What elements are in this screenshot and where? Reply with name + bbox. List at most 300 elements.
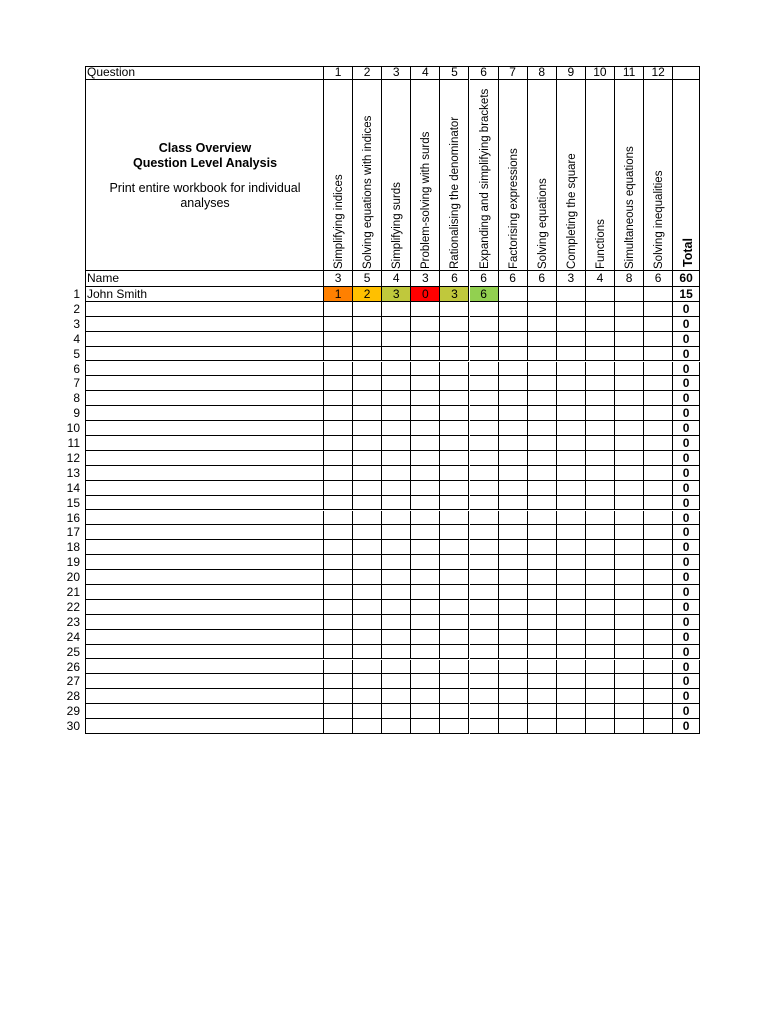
score-cell[interactable] xyxy=(499,347,528,362)
score-cell[interactable] xyxy=(440,555,469,570)
max-mark-10[interactable]: 4 xyxy=(586,271,615,287)
score-cell[interactable] xyxy=(470,615,499,630)
score-cell[interactable] xyxy=(440,600,469,615)
score-cell[interactable] xyxy=(644,660,673,675)
score-cell[interactable] xyxy=(324,511,353,526)
score-cell[interactable] xyxy=(440,451,469,466)
student-name-cell[interactable] xyxy=(85,540,324,555)
score-cell[interactable] xyxy=(382,481,411,496)
score-cell[interactable] xyxy=(499,615,528,630)
max-mark-3[interactable]: 4 xyxy=(382,271,411,287)
score-cell[interactable] xyxy=(557,630,586,645)
score-cell[interactable] xyxy=(615,496,644,511)
score-cell[interactable] xyxy=(499,421,528,436)
score-cell[interactable] xyxy=(382,496,411,511)
student-name-cell[interactable] xyxy=(85,406,324,421)
max-mark-2[interactable]: 5 xyxy=(353,271,382,287)
score-cell[interactable] xyxy=(411,570,440,585)
score-cell[interactable] xyxy=(353,347,382,362)
score-cell[interactable] xyxy=(440,660,469,675)
score-cell[interactable] xyxy=(557,347,586,362)
student-name-cell[interactable] xyxy=(85,600,324,615)
score-cell[interactable] xyxy=(440,585,469,600)
score-cell[interactable] xyxy=(499,555,528,570)
score-cell[interactable] xyxy=(615,600,644,615)
score-cell[interactable] xyxy=(644,540,673,555)
score-cell[interactable] xyxy=(499,376,528,391)
score-cell[interactable] xyxy=(644,332,673,347)
score-cell[interactable] xyxy=(353,451,382,466)
score-cell[interactable] xyxy=(324,406,353,421)
score-cell[interactable] xyxy=(644,451,673,466)
score-cell[interactable] xyxy=(353,511,382,526)
score-cell[interactable] xyxy=(470,645,499,660)
score-cell[interactable] xyxy=(528,674,557,689)
score-cell[interactable] xyxy=(382,347,411,362)
question-number-3[interactable]: 3 xyxy=(382,66,411,80)
score-cell[interactable] xyxy=(557,689,586,704)
score-cell[interactable] xyxy=(440,421,469,436)
score-cell[interactable] xyxy=(382,317,411,332)
score-cell[interactable] xyxy=(324,525,353,540)
score-cell[interactable] xyxy=(470,719,499,734)
score-cell[interactable] xyxy=(353,555,382,570)
question-number-4[interactable]: 4 xyxy=(411,66,440,80)
score-cell[interactable] xyxy=(411,376,440,391)
score-cell[interactable] xyxy=(557,332,586,347)
score-cell[interactable] xyxy=(499,525,528,540)
score-cell[interactable] xyxy=(382,645,411,660)
score-cell[interactable] xyxy=(586,525,615,540)
score-cell[interactable] xyxy=(470,347,499,362)
score-cell[interactable] xyxy=(528,317,557,332)
score-cell[interactable] xyxy=(586,704,615,719)
score-cell[interactable] xyxy=(440,615,469,630)
student-total-cell[interactable]: 0 xyxy=(673,585,700,600)
score-cell[interactable] xyxy=(528,600,557,615)
score-cell[interactable] xyxy=(499,332,528,347)
student-name-cell[interactable]: John Smith xyxy=(85,287,324,302)
student-total-cell[interactable]: 0 xyxy=(673,689,700,704)
score-cell[interactable] xyxy=(324,660,353,675)
score-cell[interactable] xyxy=(557,585,586,600)
score-cell[interactable] xyxy=(615,466,644,481)
score-cell[interactable] xyxy=(411,630,440,645)
score-cell[interactable] xyxy=(411,511,440,526)
score-cell[interactable] xyxy=(615,630,644,645)
student-total-cell[interactable]: 0 xyxy=(673,332,700,347)
score-cell[interactable]: 6 xyxy=(470,287,499,302)
score-cell[interactable] xyxy=(440,719,469,734)
student-name-cell[interactable] xyxy=(85,421,324,436)
score-cell[interactable] xyxy=(382,540,411,555)
score-cell[interactable] xyxy=(411,436,440,451)
score-cell[interactable] xyxy=(528,555,557,570)
score-cell[interactable] xyxy=(557,287,586,302)
score-cell[interactable] xyxy=(586,674,615,689)
score-cell[interactable] xyxy=(615,391,644,406)
score-cell[interactable] xyxy=(528,615,557,630)
student-total-cell[interactable]: 0 xyxy=(673,362,700,377)
score-cell[interactable] xyxy=(440,362,469,377)
score-cell[interactable] xyxy=(324,600,353,615)
max-mark-8[interactable]: 6 xyxy=(528,271,557,287)
score-cell[interactable] xyxy=(411,660,440,675)
score-cell[interactable] xyxy=(586,660,615,675)
score-cell[interactable] xyxy=(615,689,644,704)
question-number-8[interactable]: 8 xyxy=(528,66,557,80)
score-cell[interactable] xyxy=(411,645,440,660)
score-cell[interactable] xyxy=(440,689,469,704)
score-cell[interactable] xyxy=(353,317,382,332)
score-cell[interactable] xyxy=(499,391,528,406)
score-cell[interactable] xyxy=(557,555,586,570)
score-cell[interactable]: 0 xyxy=(411,287,440,302)
score-cell[interactable] xyxy=(644,719,673,734)
score-cell[interactable] xyxy=(470,332,499,347)
score-cell[interactable] xyxy=(324,481,353,496)
score-cell[interactable] xyxy=(470,540,499,555)
score-cell[interactable] xyxy=(411,674,440,689)
student-total-cell[interactable]: 0 xyxy=(673,555,700,570)
score-cell[interactable] xyxy=(528,570,557,585)
score-cell[interactable] xyxy=(557,525,586,540)
score-cell[interactable] xyxy=(382,704,411,719)
score-cell[interactable] xyxy=(470,406,499,421)
score-cell[interactable] xyxy=(440,525,469,540)
score-cell[interactable] xyxy=(382,391,411,406)
score-cell[interactable] xyxy=(528,466,557,481)
score-cell[interactable] xyxy=(440,406,469,421)
max-mark-11[interactable]: 8 xyxy=(615,271,644,287)
score-cell[interactable] xyxy=(324,719,353,734)
score-cell[interactable] xyxy=(586,570,615,585)
score-cell[interactable] xyxy=(644,600,673,615)
student-name-cell[interactable] xyxy=(85,362,324,377)
score-cell[interactable] xyxy=(353,585,382,600)
score-cell[interactable] xyxy=(644,674,673,689)
score-cell[interactable] xyxy=(440,332,469,347)
score-cell[interactable] xyxy=(586,391,615,406)
score-cell[interactable] xyxy=(353,332,382,347)
score-cell[interactable] xyxy=(528,362,557,377)
score-cell[interactable] xyxy=(470,362,499,377)
student-total-cell[interactable]: 0 xyxy=(673,347,700,362)
student-total-cell[interactable]: 0 xyxy=(673,376,700,391)
score-cell[interactable] xyxy=(499,466,528,481)
score-cell[interactable] xyxy=(615,332,644,347)
score-cell[interactable] xyxy=(615,481,644,496)
score-cell[interactable] xyxy=(411,719,440,734)
student-name-cell[interactable] xyxy=(85,704,324,719)
student-total-cell[interactable]: 0 xyxy=(673,496,700,511)
score-cell[interactable] xyxy=(644,555,673,570)
score-cell[interactable] xyxy=(644,585,673,600)
score-cell[interactable] xyxy=(411,391,440,406)
score-cell[interactable] xyxy=(615,287,644,302)
score-cell[interactable] xyxy=(411,317,440,332)
score-cell[interactable] xyxy=(499,481,528,496)
score-cell[interactable]: 1 xyxy=(324,287,353,302)
score-cell[interactable] xyxy=(586,362,615,377)
score-cell[interactable] xyxy=(440,645,469,660)
score-cell[interactable] xyxy=(528,481,557,496)
score-cell[interactable] xyxy=(382,600,411,615)
score-cell[interactable] xyxy=(644,570,673,585)
score-cell[interactable] xyxy=(528,406,557,421)
score-cell[interactable] xyxy=(586,540,615,555)
score-cell[interactable] xyxy=(324,555,353,570)
score-cell[interactable] xyxy=(440,540,469,555)
score-cell[interactable] xyxy=(528,347,557,362)
score-cell[interactable] xyxy=(615,660,644,675)
score-cell[interactable] xyxy=(411,451,440,466)
score-cell[interactable] xyxy=(470,600,499,615)
score-cell[interactable] xyxy=(499,496,528,511)
score-cell[interactable] xyxy=(615,511,644,526)
max-mark-4[interactable]: 3 xyxy=(411,271,440,287)
score-cell[interactable] xyxy=(557,406,586,421)
score-cell[interactable] xyxy=(528,332,557,347)
score-cell[interactable] xyxy=(470,466,499,481)
score-cell[interactable] xyxy=(644,525,673,540)
score-cell[interactable] xyxy=(644,436,673,451)
score-cell[interactable] xyxy=(470,317,499,332)
score-cell[interactable] xyxy=(440,704,469,719)
student-total-cell[interactable]: 0 xyxy=(673,421,700,436)
score-cell[interactable] xyxy=(440,466,469,481)
score-cell[interactable] xyxy=(382,436,411,451)
score-cell[interactable] xyxy=(353,436,382,451)
max-total-cell[interactable]: 60 xyxy=(673,271,700,287)
score-cell[interactable] xyxy=(324,376,353,391)
score-cell[interactable] xyxy=(470,481,499,496)
score-cell[interactable] xyxy=(586,376,615,391)
score-cell[interactable] xyxy=(644,466,673,481)
score-cell[interactable] xyxy=(586,481,615,496)
score-cell[interactable] xyxy=(499,406,528,421)
score-cell[interactable] xyxy=(382,570,411,585)
score-cell[interactable] xyxy=(411,585,440,600)
score-cell[interactable] xyxy=(411,615,440,630)
question-number-7[interactable]: 7 xyxy=(499,66,528,80)
student-name-cell[interactable] xyxy=(85,347,324,362)
score-cell[interactable] xyxy=(353,570,382,585)
student-name-cell[interactable] xyxy=(85,466,324,481)
student-total-cell[interactable]: 0 xyxy=(673,451,700,466)
student-total-cell[interactable]: 0 xyxy=(673,600,700,615)
score-cell[interactable] xyxy=(411,496,440,511)
score-cell[interactable] xyxy=(440,347,469,362)
student-total-cell[interactable]: 0 xyxy=(673,391,700,406)
score-cell[interactable] xyxy=(382,615,411,630)
score-cell[interactable] xyxy=(382,466,411,481)
student-name-cell[interactable] xyxy=(85,332,324,347)
student-total-cell[interactable]: 0 xyxy=(673,719,700,734)
score-cell[interactable] xyxy=(644,689,673,704)
student-name-cell[interactable] xyxy=(85,302,324,317)
score-cell[interactable] xyxy=(324,645,353,660)
score-cell[interactable] xyxy=(353,540,382,555)
score-cell[interactable] xyxy=(615,555,644,570)
score-cell[interactable] xyxy=(470,704,499,719)
question-number-6[interactable]: 6 xyxy=(470,66,499,80)
score-cell[interactable] xyxy=(615,525,644,540)
max-mark-12[interactable]: 6 xyxy=(644,271,673,287)
score-cell[interactable] xyxy=(499,719,528,734)
score-cell[interactable] xyxy=(557,451,586,466)
max-mark-6[interactable]: 6 xyxy=(470,271,499,287)
score-cell[interactable] xyxy=(324,585,353,600)
score-cell[interactable] xyxy=(324,332,353,347)
score-cell[interactable] xyxy=(411,525,440,540)
score-cell[interactable] xyxy=(586,406,615,421)
score-cell[interactable] xyxy=(353,362,382,377)
score-cell[interactable] xyxy=(382,630,411,645)
score-cell[interactable] xyxy=(499,704,528,719)
score-cell[interactable] xyxy=(615,302,644,317)
student-name-cell[interactable] xyxy=(85,630,324,645)
score-cell[interactable] xyxy=(557,302,586,317)
max-mark-5[interactable]: 6 xyxy=(440,271,469,287)
question-number-10[interactable]: 10 xyxy=(586,66,615,80)
student-total-cell[interactable]: 0 xyxy=(673,704,700,719)
score-cell[interactable] xyxy=(470,451,499,466)
score-cell[interactable] xyxy=(382,332,411,347)
score-cell[interactable] xyxy=(353,391,382,406)
score-cell[interactable] xyxy=(644,645,673,660)
score-cell[interactable] xyxy=(353,302,382,317)
score-cell[interactable] xyxy=(411,406,440,421)
score-cell[interactable] xyxy=(470,302,499,317)
student-total-cell[interactable]: 0 xyxy=(673,511,700,526)
score-cell[interactable] xyxy=(324,436,353,451)
score-cell[interactable] xyxy=(324,466,353,481)
score-cell[interactable] xyxy=(586,347,615,362)
score-cell[interactable] xyxy=(411,302,440,317)
score-cell[interactable] xyxy=(644,287,673,302)
score-cell[interactable] xyxy=(382,362,411,377)
question-number-1[interactable]: 1 xyxy=(324,66,353,80)
student-total-cell[interactable]: 0 xyxy=(673,674,700,689)
score-cell[interactable] xyxy=(586,511,615,526)
score-cell[interactable] xyxy=(470,376,499,391)
score-cell[interactable] xyxy=(557,421,586,436)
score-cell[interactable] xyxy=(586,332,615,347)
student-total-cell[interactable]: 0 xyxy=(673,660,700,675)
score-cell[interactable] xyxy=(470,511,499,526)
student-name-cell[interactable] xyxy=(85,645,324,660)
score-cell[interactable] xyxy=(644,481,673,496)
score-cell[interactable] xyxy=(499,645,528,660)
score-cell[interactable] xyxy=(324,704,353,719)
student-total-cell[interactable]: 0 xyxy=(673,540,700,555)
score-cell[interactable] xyxy=(440,302,469,317)
score-cell[interactable] xyxy=(324,362,353,377)
score-cell[interactable] xyxy=(499,570,528,585)
score-cell[interactable] xyxy=(644,302,673,317)
score-cell[interactable] xyxy=(586,615,615,630)
score-cell[interactable] xyxy=(411,540,440,555)
student-name-cell[interactable] xyxy=(85,496,324,511)
student-name-cell[interactable] xyxy=(85,660,324,675)
score-cell[interactable] xyxy=(440,376,469,391)
score-cell[interactable] xyxy=(440,481,469,496)
score-cell[interactable] xyxy=(586,421,615,436)
score-cell[interactable] xyxy=(324,674,353,689)
score-cell[interactable] xyxy=(615,421,644,436)
score-cell[interactable] xyxy=(615,376,644,391)
score-cell[interactable] xyxy=(470,630,499,645)
student-name-cell[interactable] xyxy=(85,570,324,585)
score-cell[interactable] xyxy=(411,600,440,615)
score-cell[interactable] xyxy=(528,511,557,526)
score-cell[interactable] xyxy=(382,421,411,436)
score-cell[interactable] xyxy=(557,511,586,526)
score-cell[interactable] xyxy=(586,317,615,332)
score-cell[interactable] xyxy=(557,600,586,615)
score-cell[interactable] xyxy=(470,496,499,511)
title-block-cell[interactable] xyxy=(85,80,324,271)
score-cell[interactable] xyxy=(528,376,557,391)
score-cell[interactable] xyxy=(615,615,644,630)
student-total-cell[interactable]: 0 xyxy=(673,525,700,540)
student-total-cell[interactable]: 15 xyxy=(673,287,700,302)
student-name-cell[interactable] xyxy=(85,615,324,630)
score-cell[interactable] xyxy=(586,436,615,451)
score-cell[interactable] xyxy=(586,496,615,511)
score-cell[interactable] xyxy=(528,302,557,317)
score-cell[interactable] xyxy=(470,585,499,600)
score-cell[interactable] xyxy=(499,585,528,600)
score-cell[interactable] xyxy=(353,630,382,645)
score-cell[interactable] xyxy=(324,317,353,332)
score-cell[interactable] xyxy=(557,540,586,555)
score-cell[interactable] xyxy=(615,645,644,660)
score-cell[interactable] xyxy=(586,630,615,645)
score-cell[interactable] xyxy=(528,630,557,645)
score-cell[interactable] xyxy=(353,481,382,496)
score-cell[interactable] xyxy=(382,585,411,600)
student-total-cell[interactable]: 0 xyxy=(673,406,700,421)
score-cell[interactable] xyxy=(499,540,528,555)
score-cell[interactable] xyxy=(411,332,440,347)
score-cell[interactable] xyxy=(528,436,557,451)
score-cell[interactable] xyxy=(644,704,673,719)
score-cell[interactable] xyxy=(324,630,353,645)
score-cell[interactable] xyxy=(615,436,644,451)
score-cell[interactable] xyxy=(499,660,528,675)
score-cell[interactable] xyxy=(528,525,557,540)
score-cell[interactable] xyxy=(499,436,528,451)
score-cell[interactable] xyxy=(557,317,586,332)
student-total-cell[interactable]: 0 xyxy=(673,302,700,317)
score-cell[interactable] xyxy=(411,481,440,496)
score-cell[interactable] xyxy=(644,376,673,391)
score-cell[interactable]: 3 xyxy=(440,287,469,302)
score-cell[interactable] xyxy=(528,421,557,436)
score-cell[interactable] xyxy=(353,719,382,734)
score-cell[interactable] xyxy=(324,391,353,406)
score-cell[interactable] xyxy=(411,362,440,377)
student-total-cell[interactable]: 0 xyxy=(673,615,700,630)
score-cell[interactable] xyxy=(586,302,615,317)
score-cell[interactable] xyxy=(499,302,528,317)
score-cell[interactable] xyxy=(353,525,382,540)
score-cell[interactable] xyxy=(382,719,411,734)
score-cell[interactable] xyxy=(615,362,644,377)
score-cell[interactable] xyxy=(382,511,411,526)
